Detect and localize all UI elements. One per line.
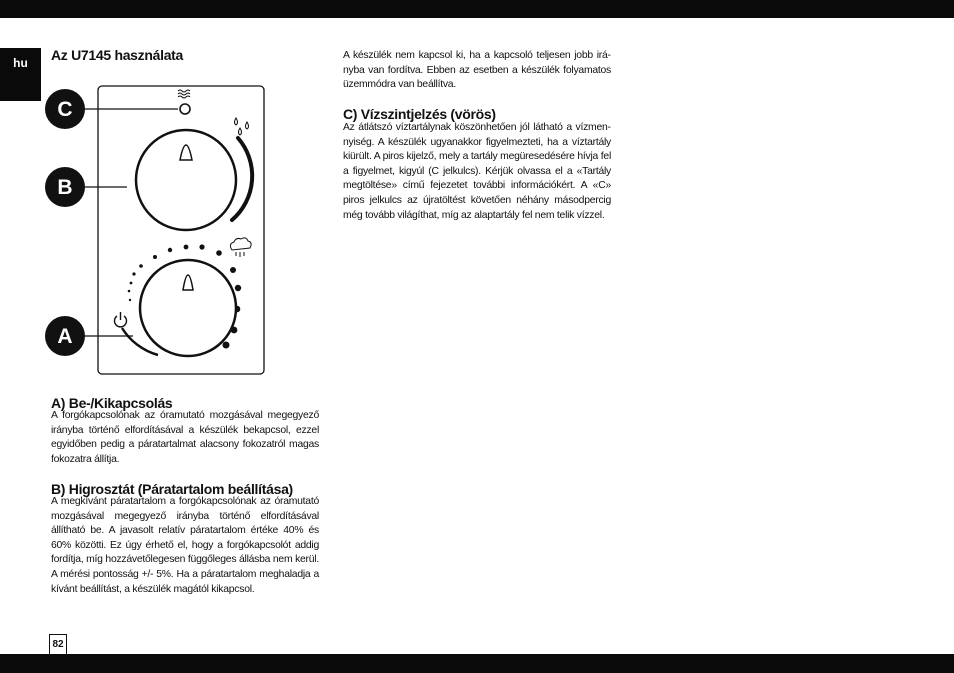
section-b-title: B) Higrosztát (Páratartalom beállítása)	[51, 481, 293, 497]
hygrostat-knob	[136, 130, 252, 230]
power-knob	[122, 260, 236, 356]
section-a-text: A forgókapcsolónak az óramutató mozgásával megegyező irányba történő elfordításával a készülék bekapcsol, ezzel egyidőben pedig a páratartalmat alacsony fokozatról magas fokozatra állítja.	[51, 410, 319, 465]
label-b: B	[57, 176, 73, 199]
power-icon	[115, 312, 127, 327]
water-droplets-icon	[235, 118, 249, 135]
label-b-badge	[45, 167, 85, 207]
indicator-light-icon	[180, 104, 190, 114]
label-a-badge	[45, 316, 85, 356]
bottom-bar	[0, 654, 954, 673]
label-c-badge	[45, 89, 85, 129]
top-bar	[0, 0, 954, 18]
humidity-waves-icon	[178, 90, 190, 98]
main-title: Az U7145 használata	[51, 47, 184, 63]
label-c: C	[57, 98, 73, 121]
section-c-title: C) Vízszintjelzés (vörös)	[343, 106, 496, 122]
control-panel-diagram	[0, 80, 280, 380]
label-a: A	[57, 325, 73, 348]
language-tab: hu	[0, 48, 41, 101]
mist-cloud-icon	[230, 238, 251, 257]
section-a-title: A) Be-/Kikapcsolás	[51, 395, 173, 411]
section-c-text: Az átlátszó víztartálynak köszönhetően jól látható a vízmennyiség. A készülék ugyanakkor figyelmezteti, ha a víztartály kiürült. A piros kijelző, mely a tartály megüresedésére hívja fel a figyelmet, kigyúl (C jelkulcs). Kérjük olvassa el a «Tartály megtöltése» című fejezetet további információkért. A «C» piros jelkulcs az újratöltést követően néhány másodpercig még tovább világíthat, míg az alaptartály fel nem telik vízzel.	[343, 122, 611, 221]
section-b-continued: A készülék nem kapcsol ki, ha a kapcsoló teljesen jobb irányba van fordítva. Ebben az esetben a készülék folyamatos üzemmódra van beállítva.	[343, 50, 611, 91]
section-b-text: A megkívánt páratartalom a forgókapcsolónak az óramutató mozgásával megegyező irányba történő elfordításával állítható be. A javasolt relatív páratartalom értéke 40% és 60% közötti. Ez úgy érhető el, hogy a forgókapcsolót addig fordítja, míg hozzávetőlegesen függőleges állásba nem kerül. A mérési pontosság +/- 5%. Ha a páratartalom meghaladja a kívánt beállítást, a készülék magától kikapcsol.	[51, 496, 319, 595]
page-number: 82	[49, 634, 67, 654]
